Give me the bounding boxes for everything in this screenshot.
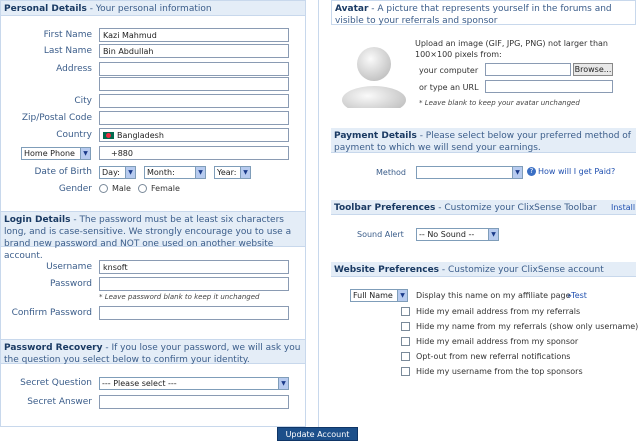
hide-email-sponsor-checkbox[interactable] [401, 337, 410, 346]
gender-label: Gender [58, 184, 92, 194]
personal-title: Personal Details [4, 4, 87, 14]
avatar-title: Avatar [335, 4, 369, 14]
opt-out-notifications-label: Opt-out from new referral notifications [416, 352, 571, 361]
update-account-button[interactable]: Update Account [277, 427, 358, 441]
payment-method-select[interactable] [416, 166, 523, 179]
phone-prefix: +880 [111, 149, 133, 158]
hide-email-referrals-checkbox[interactable] [401, 307, 410, 316]
hide-email-sponsor-label: Hide my email address from my sponsor [416, 337, 579, 346]
avatar-file-field[interactable] [485, 63, 571, 76]
username-field[interactable]: knsoft [99, 260, 289, 274]
phone-field[interactable] [99, 146, 289, 160]
toolbar-subtitle: - Customize your ClixSense Toolbar [435, 203, 597, 213]
recovery-subtitle: - If you lose your password, we will ask you the question you select below to confirm your identity. [4, 343, 301, 365]
phone-type-select[interactable] [21, 147, 91, 160]
chevron-down-icon: ▼ [125, 167, 135, 178]
dob-year-value: Year: [217, 168, 237, 177]
login-title: Login Details [4, 215, 71, 225]
method-label: Method [376, 168, 407, 177]
chevron-down-icon: ▼ [80, 148, 90, 159]
avatar-subtitle: - A picture that represents yourself in the forums and visible to your referrals and sponsor [335, 4, 612, 26]
hide-username-top-sponsors-checkbox[interactable] [401, 367, 410, 376]
username-label: Username [46, 262, 92, 272]
chevron-down-icon: ▼ [278, 378, 288, 389]
avatar-header [331, 0, 636, 25]
chevron-down-icon: ▼ [240, 167, 250, 178]
confirm-password-label: Confirm Password [11, 308, 92, 318]
test-link[interactable]: »Test [567, 291, 587, 300]
sound-alert-value: -- No Sound -- [419, 230, 475, 239]
city-label: City [74, 96, 92, 106]
display-name-value: Full Name [353, 291, 393, 300]
address-line2-field[interactable] [99, 77, 289, 91]
payment-title: Payment Details [334, 131, 417, 141]
hide-email-referrals-label: Hide my email address from my referrals [416, 307, 581, 316]
recovery-title: Password Recovery [4, 343, 103, 353]
city-field[interactable] [99, 94, 289, 108]
payment-subtitle: - Please select below your preferred method of payment to which we will send your earnings. [334, 131, 631, 153]
gender-female-radio[interactable] [138, 184, 147, 193]
personal-subtitle: - Your personal information [86, 4, 212, 14]
avatar-url-field[interactable] [485, 80, 613, 93]
dob-year-select[interactable] [214, 166, 251, 179]
left-panel [0, 0, 306, 427]
login-subtitle: - The password must be at least six characters long, and is case-sensitive. We strongly encourage you to use a brand new password and NOT one used on another website account. [4, 215, 292, 261]
country-value: Bangladesh [117, 131, 164, 140]
login-details-header [1, 211, 305, 261]
bangladesh-flag-icon [103, 132, 114, 139]
secret-answer-label: Secret Answer [27, 397, 92, 407]
avatar-upload-text: Upload an image (GIF, JPG, PNG) not larger than 100×100 pixels from: [415, 39, 608, 59]
password-note: * Leave password blank to keep it unchanged [99, 293, 260, 301]
dob-day-select[interactable] [99, 166, 136, 179]
hide-username-top-sponsors-label: Hide my username from the top sponsors [416, 367, 583, 376]
zip-label: Zip/Postal Code [21, 113, 92, 123]
secret-question-value: --- Please select --- [102, 379, 177, 388]
install-link[interactable]: Install [611, 203, 636, 212]
right-panel [318, 0, 637, 427]
secret-answer-field[interactable] [99, 395, 289, 409]
toolbar-header [331, 200, 636, 215]
dob-month-value: Month: [147, 168, 175, 177]
secret-question-label: Secret Question [20, 378, 92, 388]
computer-label: your computer [419, 66, 479, 75]
browse-button[interactable]: Browse... [574, 65, 612, 74]
gender-male-label: Male [112, 184, 131, 193]
dob-day-value: Day: [102, 168, 120, 177]
website-subtitle: - Customize your ClixSense account [439, 265, 604, 275]
secret-question-select[interactable] [99, 377, 289, 390]
chevron-down-icon: ▼ [512, 167, 522, 178]
phone-type-value: Home Phone [24, 149, 75, 158]
address-label: Address [56, 64, 92, 74]
last-name-field[interactable]: Bin Abdullah [99, 44, 289, 58]
avatar-placeholder-icon [339, 38, 409, 108]
display-name-text: Display this name on my affiliate page [416, 291, 571, 300]
first-name-label: First Name [43, 30, 92, 40]
opt-out-notifications-checkbox[interactable] [401, 352, 410, 361]
chevron-down-icon: ▼ [488, 229, 498, 240]
country-field[interactable] [99, 128, 289, 142]
sound-alert-label: Sound Alert [357, 230, 404, 239]
last-name-label: Last Name [43, 46, 92, 56]
dob-month-select[interactable] [144, 166, 206, 179]
toolbar-title: Toolbar Preferences [334, 203, 436, 213]
password-field[interactable] [99, 277, 289, 291]
hide-name-referrals-label: Hide my name from my referrals (show only username) [416, 322, 639, 331]
sound-alert-select[interactable] [416, 228, 499, 241]
password-label: Password [49, 279, 92, 289]
gender-female-label: Female [151, 184, 180, 193]
address-line1-field[interactable] [99, 62, 289, 76]
avatar-note: * Leave blank to keep your avatar unchanged [419, 99, 580, 107]
help-icon[interactable]: ? [527, 167, 536, 176]
confirm-password-field[interactable] [99, 306, 289, 320]
hide-name-referrals-checkbox[interactable] [401, 322, 410, 331]
gender-male-radio[interactable] [99, 184, 108, 193]
chevron-down-icon: ▼ [195, 167, 205, 178]
password-recovery-header [1, 339, 305, 364]
website-preferences-header [331, 262, 636, 277]
display-name-select[interactable] [350, 289, 408, 302]
url-label: or type an URL [419, 83, 479, 92]
how-will-i-get-paid-link[interactable]: How will I get Paid? [538, 167, 616, 176]
chevron-down-icon: ▼ [397, 290, 407, 301]
country-label: Country [56, 130, 92, 140]
zip-field[interactable] [99, 111, 289, 125]
personal-details-header [1, 1, 305, 16]
dob-label: Date of Birth [34, 167, 92, 177]
website-title: Website Preferences [334, 265, 440, 275]
payment-header [331, 128, 636, 153]
first-name-field[interactable]: Kazi Mahmud [99, 28, 289, 42]
